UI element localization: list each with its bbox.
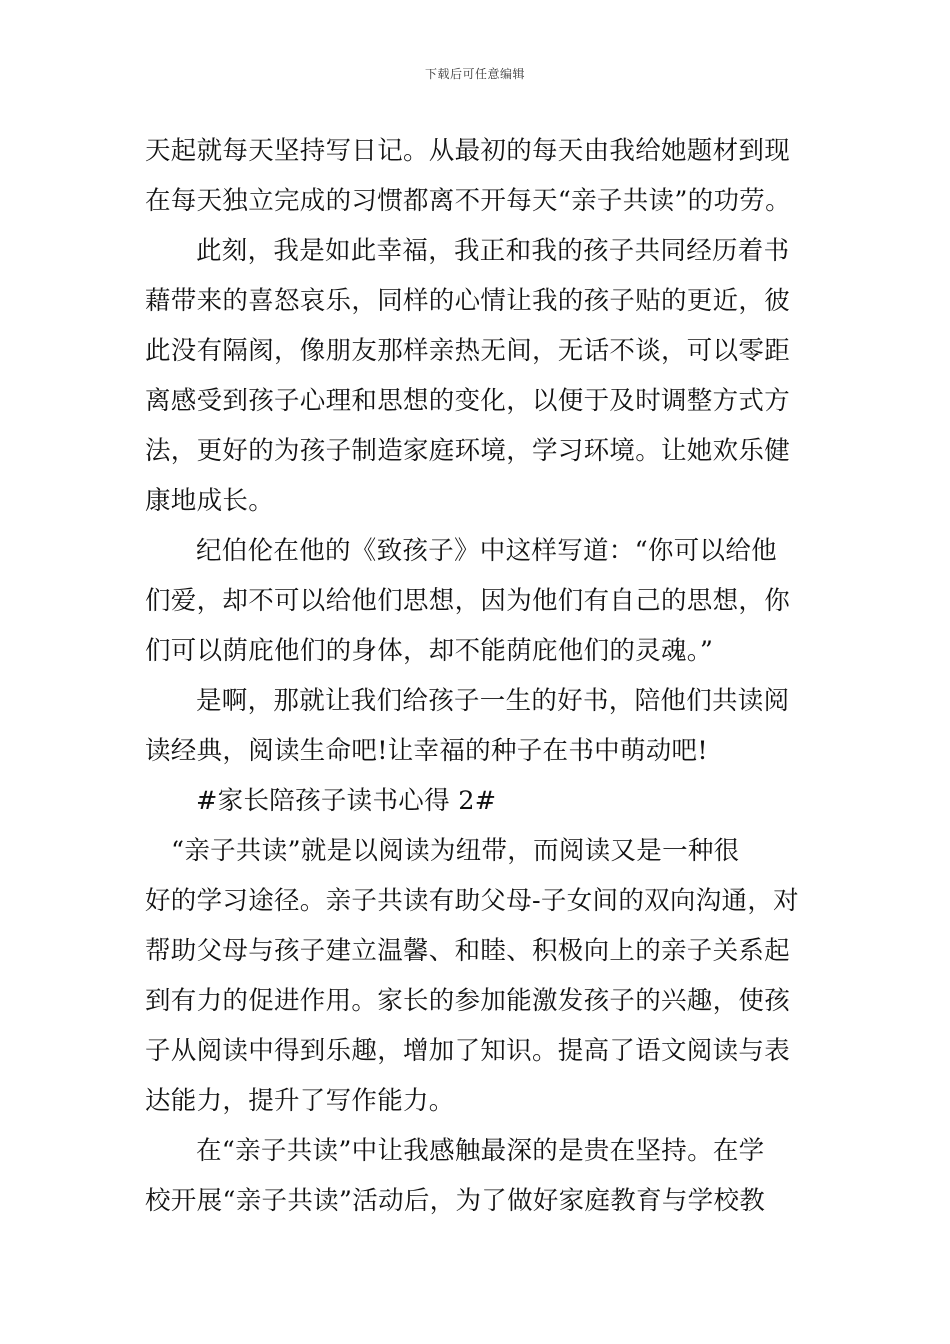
text-line: 们可以荫庇他们的身体，却不能荫庇他们的灵魂。” — [145, 636, 714, 666]
paragraph-start: 此刻，我是如此幸福，我正和我的孩子共同经历着书 — [196, 236, 790, 266]
text-line: 天起就每天坚持写日记。从最初的每天由我给她题材到现 — [145, 136, 791, 166]
paragraph-start: 是啊，那就让我们给孩子一生的好书，陪他们共读阅 — [196, 686, 790, 716]
text-line: 到有力的促进作用。家长的参加能激发孩子的兴趣，使孩 — [145, 986, 791, 1016]
text-line: 子从阅读中得到乐趣，增加了知识。提高了语文阅读与表 — [145, 1036, 791, 1066]
page-header: 下载后可任意编辑 — [424, 67, 525, 81]
text-line: 康地成长。 — [145, 486, 275, 516]
paragraph-start: 在“亲子共读”中让我感触最深的是贵在坚持。在学 — [196, 1136, 765, 1166]
text-line: 此没有隔阂，像朋友那样亲热无间，无话不谈，可以零距 — [145, 336, 791, 366]
text-line: 们爱，却不可以给他们思想，因为他们有自己的思想，你 — [145, 586, 791, 616]
text-line: 法，更好的为孩子制造家庭环境，学习环境。让她欢乐健 — [145, 436, 791, 466]
paragraph-start: “亲子共读”就是以阅读为纽带，而阅读又是一种很 — [171, 836, 740, 866]
text-line: 达能力，提升了写作能力。 — [145, 1086, 455, 1116]
body-text — [145, 126, 810, 1226]
section-heading: #家长陪孩子读书心得 2# — [196, 786, 497, 816]
text-line: 藉带来的喜怒哀乐，同样的心情让我的孩子贴的更近，彼 — [145, 286, 791, 316]
text-line: 在每天独立完成的习惯都离不开每天“亲子共读”的功劳。 — [145, 186, 791, 216]
text-line: 离感受到孩子心理和思想的变化，以便于及时调整方式方 — [145, 386, 791, 416]
text-line: 帮助父母与孩子建立温馨、和睦、积极向上的亲子关系起 — [145, 936, 791, 966]
paragraph-start: 纪伯伦在他的《致孩子》中这样写道：“你可以给他 — [196, 536, 777, 566]
text-line: 校开展“亲子共读”活动后，为了做好家庭教育与学校教 — [145, 1186, 766, 1216]
text-line: 读经典，阅读生命吧!让幸福的种子在书中萌动吧! — [145, 736, 708, 766]
text-line: 好的学习途径。亲子共读有助父母-子女间的双向沟通，对 — [145, 886, 799, 916]
